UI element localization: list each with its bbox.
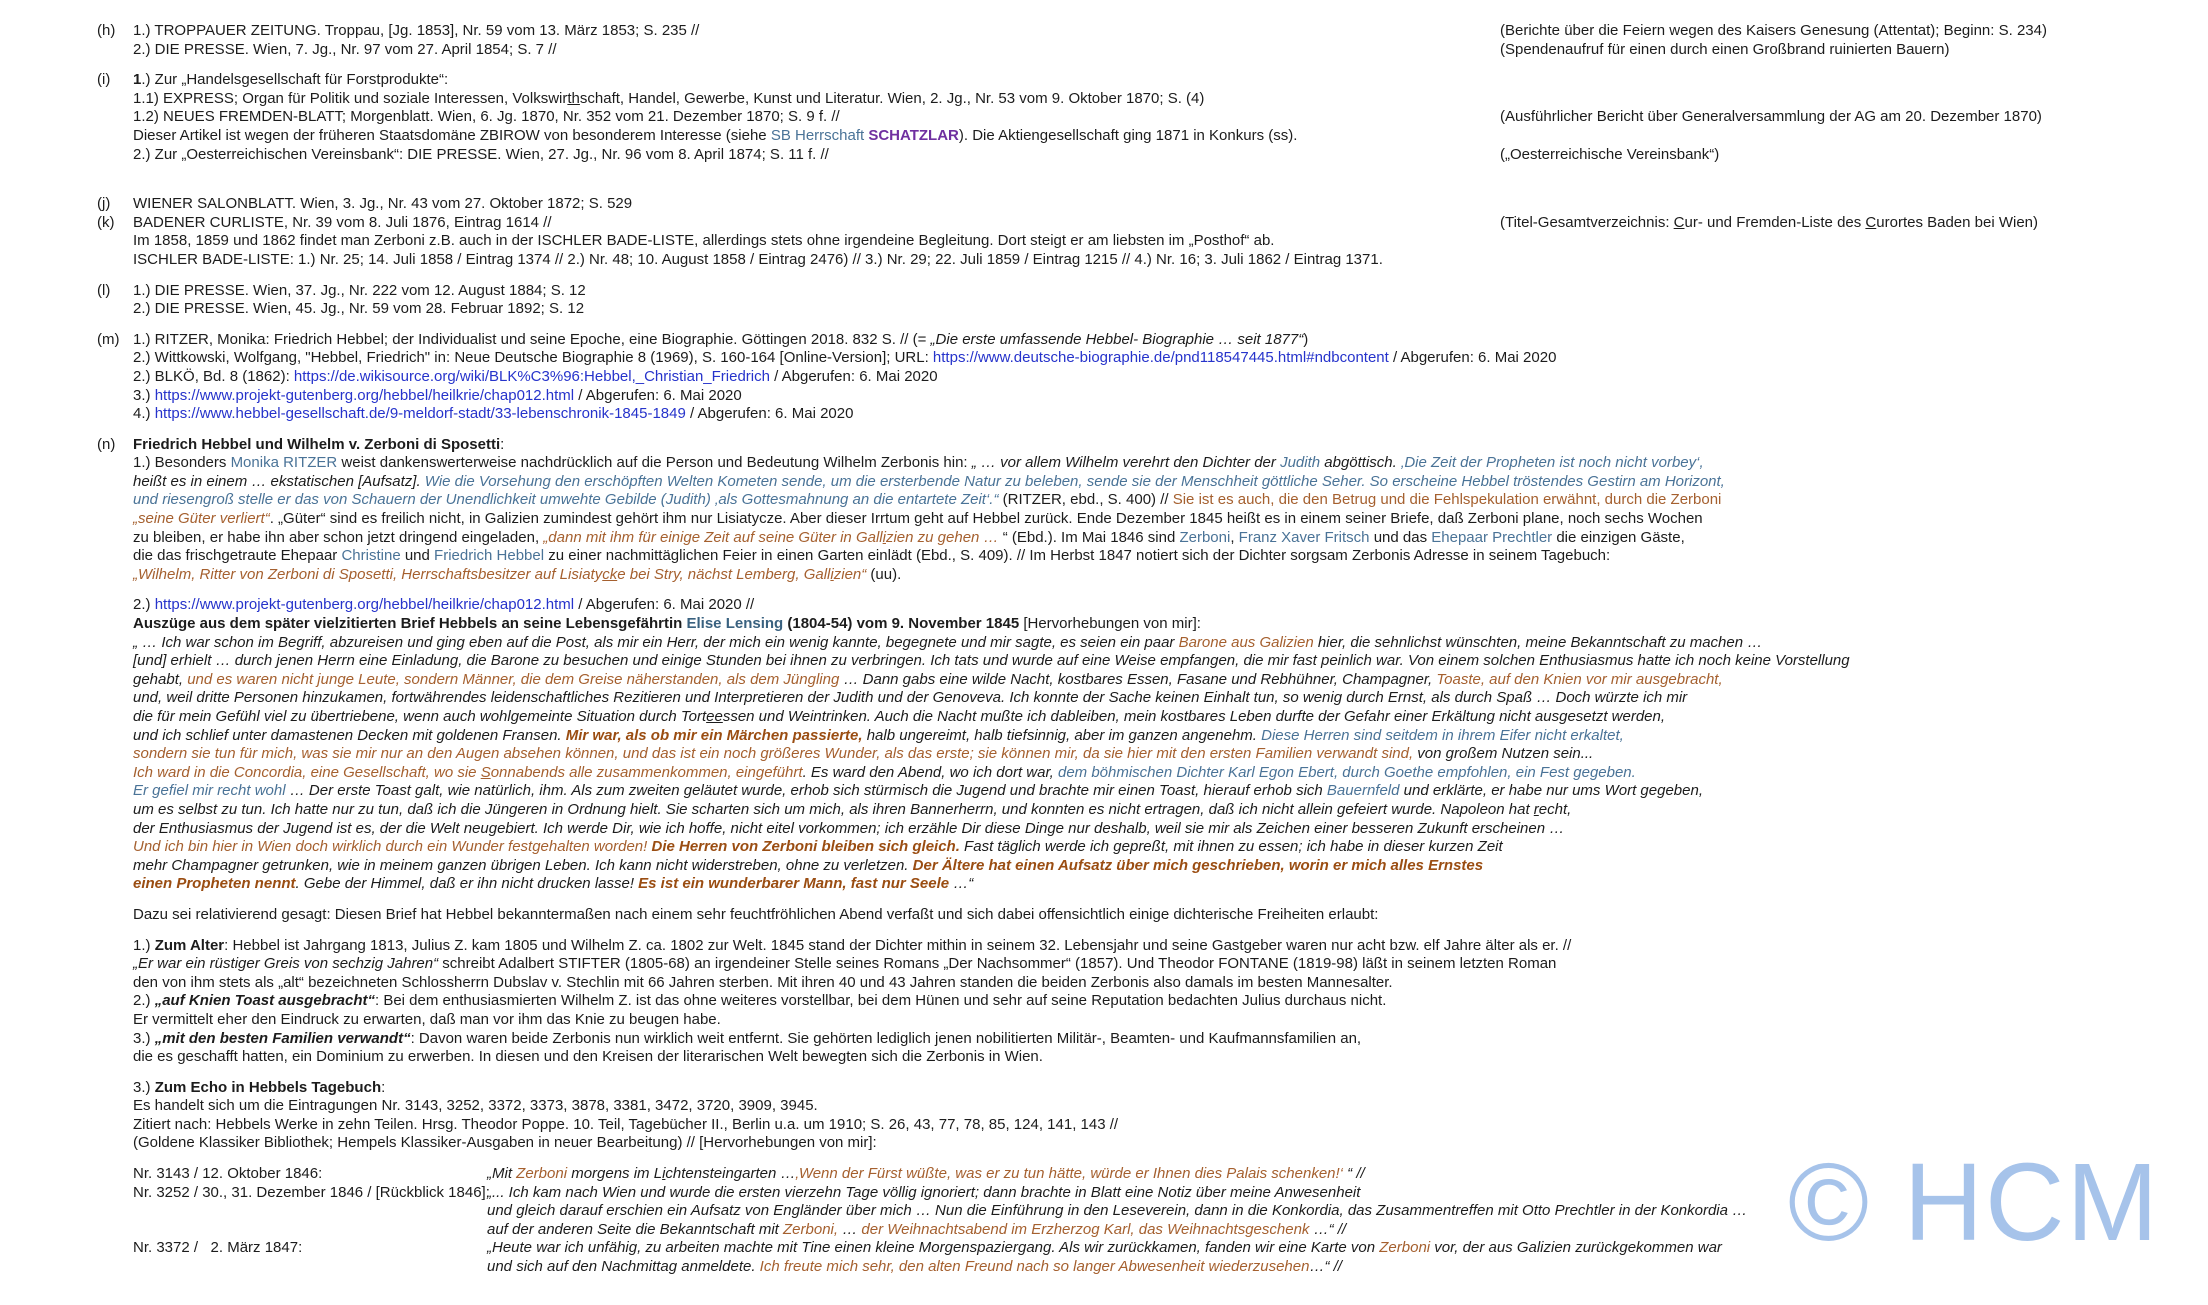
text-segment: einen Propheten nennt bbox=[133, 875, 296, 893]
margin-note bbox=[1500, 146, 1719, 165]
text-segment: und bbox=[400, 547, 435, 565]
text-segment: …“ bbox=[953, 875, 974, 893]
text-segment: schaft, Handel, Gewerbe, Kunst und Literatur. Wien, 2. Jg., Nr. 53 vom 9. Oktober 1870; S. (4) bbox=[579, 89, 1205, 107]
entry-marker bbox=[97, 1165, 133, 1277]
text-segment: heißt es in einem … ekstatischen [Aufsatz]. bbox=[133, 472, 425, 490]
text-segment: (1804-54) vom 9. November 1845 bbox=[783, 615, 1024, 633]
text-line bbox=[133, 108, 2042, 127]
text-segment: Friedrich Hebbel bbox=[434, 547, 545, 565]
text-segment: 1.) TROPPAUER ZEITUNG. Troppau, [Jg. 1853], Nr. 59 vom 13. März 1853; S. 235 // bbox=[133, 22, 700, 39]
margin-note bbox=[1500, 108, 2042, 127]
text-segment: chtensteingarten … bbox=[665, 1165, 796, 1183]
text-segment: ‚Die Zeit der Propheten ist noch nicht vorbey‘, bbox=[1400, 454, 1704, 472]
text-segment: 4.) bbox=[133, 405, 155, 423]
text-segment: SCHATZLAR bbox=[868, 126, 959, 144]
margin-note bbox=[1500, 22, 2047, 41]
text-segment: und es waren nicht junge Leute, sondern Männer, die dem Greise näherstanden, als dem Jüngling bbox=[187, 670, 840, 688]
text-segment: 3.) bbox=[133, 386, 155, 404]
text-line bbox=[133, 1165, 1747, 1184]
entry-marker: (m) bbox=[97, 330, 120, 348]
hyperlink[interactable]: https://www.hebbel-gesellschaft.de/9-meldorf-stadt/33-lebenschronik-1845-1849 bbox=[154, 405, 686, 423]
entry-date-label: Nr. 3143 / 12. Oktober 1846: bbox=[133, 1165, 323, 1183]
text-line bbox=[133, 1184, 1747, 1203]
text-line bbox=[133, 745, 1850, 764]
text-line bbox=[133, 566, 1725, 585]
entry-marker: (i) bbox=[97, 71, 111, 89]
text-line bbox=[133, 510, 1725, 529]
text-segment: 2.) BLKÖ, Bd. 8 (1862): bbox=[133, 367, 294, 385]
entry-marker: (k) bbox=[97, 213, 115, 231]
text-segment: weist dankenswerterweise nachdrücklich auf die Person und Bedeutung Wilhelm Zerbonis hin: bbox=[337, 454, 972, 472]
entry-date-label: Nr. 3252 / 30., 31. Dezember 1846 / [Rückblick 1846]: bbox=[133, 1183, 495, 1201]
text-segment: gehabt, bbox=[133, 670, 188, 688]
text-segment: die es geschafft hatten, ein Dominium zu erwerben. In diesen und den Kreisen der literarischen Welt bewegten sich die Zerbonis in Wien. bbox=[133, 1048, 1043, 1066]
text-line bbox=[133, 615, 1850, 634]
text-segment: … Dann gabs eine wilde Nacht, kostbares Essen, Fasane und Rebhühner, Champagner, bbox=[839, 670, 1437, 688]
hyperlink[interactable]: https://www.projekt-gutenberg.org/hebbel/heilkrie/chap012.html bbox=[154, 596, 575, 614]
text-segment: „... Ich kam nach Wien und wurde die ersten vierzehn Tage völlig ignoriert; dann brachte in Blatt eine Notiz über meine Anwesenheit bbox=[487, 1183, 1361, 1201]
entry-marker bbox=[97, 906, 133, 925]
text-segment: Mir war, als ob mir ein Märchen passierte, bbox=[565, 726, 863, 744]
document-entry bbox=[97, 195, 1850, 214]
text-line bbox=[133, 349, 1556, 368]
text-segment: 1.) RITZER, Monika: Friedrich Hebbel; der Individualist und seine Epoche, eine Biographie. Göttingen 2018. 832 S. // (= bbox=[133, 330, 931, 348]
text-segment: S bbox=[480, 763, 491, 781]
text-segment: Toaste, auf den Knien vor mir ausgebracht, bbox=[1436, 670, 1723, 688]
text-line bbox=[133, 71, 1297, 90]
text-segment: Wie die Vorsehung den erschöpften Welten Kometen sende, um die ersterbende Natur zu beleben, sende sie der Menschheit göttliche Seher. So erscheine Hebbel tröstendes Gestirn am Horizont, bbox=[424, 472, 1725, 490]
text-segment: . Es ward den Abend, wo ich dort war, bbox=[802, 763, 1058, 781]
text-segment: “ // bbox=[1347, 1165, 1365, 1183]
text-line bbox=[133, 596, 1850, 615]
text-line bbox=[133, 634, 1850, 653]
text-segment: Bauernfeld bbox=[1326, 782, 1400, 800]
text-segment: : bbox=[381, 1078, 386, 1096]
text-segment: ssen und Weintrinken. Auch die Nacht mußte ich dableiben, mein kostbares Leben durfte der Gefahr einer Erkältung nicht ausgesetzt werden, bbox=[722, 708, 1666, 725]
document-entry bbox=[97, 436, 1850, 585]
text-segment: 2.) Zur „Oesterreichischen Vereinsbank“: DIE PRESSE. Wien, 27. Jg., Nr. 96 vom 8. April 1874; S. 11 f. // bbox=[133, 145, 829, 163]
text-segment: sondern sie tun für mich, was sie mir nur an den Augen absehen können, und das ist ein noch größeres Wunder, als das erste; sie können mir, da sie hier mit den ersten Familien verwandt sind, bbox=[133, 745, 1414, 763]
text-segment: ). Die Aktiengesellschaft ging 1871 in Konkurs (ss). bbox=[958, 126, 1298, 144]
text-segment: Zerboni, bbox=[783, 1220, 839, 1238]
text-line bbox=[133, 992, 1571, 1011]
text-line bbox=[133, 454, 1725, 473]
text-segment: i bbox=[830, 565, 834, 583]
text-line bbox=[133, 955, 1571, 974]
text-line bbox=[133, 300, 586, 319]
text-line bbox=[133, 671, 1850, 690]
text-segment: und erklärte, er habe nur ums Wort gegeben, bbox=[1399, 782, 1703, 800]
text-segment: die einzigen Gäste, bbox=[1552, 528, 1685, 546]
text-segment: „Er war ein rüstiger Greis von sechzig Jahren“ bbox=[133, 955, 439, 973]
text-segment: ck bbox=[602, 565, 618, 583]
text-segment: WIENER SALONBLATT. Wien, 3. Jg., Nr. 43 vom 27. Oktober 1872; S. 529 bbox=[133, 195, 633, 213]
entry-marker: (h) bbox=[97, 22, 116, 39]
text-segment: ur- und Fremden-Liste des bbox=[1684, 213, 1866, 231]
text-segment: Ich ward in die Concordia, eine Gesellschaft, wo sie bbox=[133, 763, 481, 781]
text-line bbox=[133, 1097, 1118, 1116]
text-segment: 2.) bbox=[133, 992, 155, 1010]
entry-date-label: Nr. 3372 / 2. März 1847: bbox=[133, 1239, 303, 1257]
text-segment: (Goldene Klassiker Bibliothek; Hempels Klassiker-Ausgaben in neuer Bearbeitung) // [Hervorhebungen von mir]: bbox=[133, 1134, 877, 1152]
text-segment: „Wilhelm, Ritter von Zerboni di Sposetti, Herrschaftsbesitzer auf Lisiaty bbox=[133, 565, 603, 583]
text-segment: . Gebe der Himmel, daß er ihn nicht drucken lasse! bbox=[295, 875, 639, 893]
text-line bbox=[133, 1258, 1747, 1277]
text-segment: Dieser Artikel ist wegen der früheren Staatsdomäne ZBIROW von besonderem Interesse (siehe bbox=[133, 126, 771, 144]
text-segment: 2.) DIE PRESSE. Wien, 7. Jg., Nr. 97 vom 27. April 1854; S. 7 // bbox=[133, 40, 557, 58]
text-segment: Es handelt sich um die Eintragungen Nr. 3143, 3252, 3372, 3373, 3878, 3381, 3472, 3720, 3909, 3945. bbox=[133, 1097, 818, 1115]
text-line bbox=[133, 820, 1850, 839]
text-segment: Zum Echo in Hebbels Tagebuch bbox=[154, 1078, 382, 1096]
document-entry bbox=[97, 906, 1850, 925]
text-segment: (uu). bbox=[866, 565, 902, 583]
text-line bbox=[133, 782, 1850, 801]
text-segment: Fast täglich werde ich gepreßt, mit ihnen zu essen; ich habe in dieser kurzen Zeit bbox=[959, 838, 1503, 856]
text-line bbox=[133, 436, 1725, 455]
text-segment: und ich schlief unter damastenen Decken mit goldenen Fransen. bbox=[133, 726, 566, 744]
text-segment: vor, der aus Galizien zurückgekommen war bbox=[1430, 1239, 1722, 1257]
text-line bbox=[133, 145, 1720, 165]
text-segment: und riesengroß stelle er das von Schauern der Unendlichkeit umwehte Gebilde (Judith) ‚als Gottesmahnung an die entartete Zeit‘.“ bbox=[133, 491, 999, 509]
text-line bbox=[133, 1134, 1118, 1153]
text-line bbox=[133, 232, 1383, 251]
text-line bbox=[133, 1048, 1571, 1067]
text-segment: / Abgerufen: 6. Mai 2020 bbox=[769, 367, 938, 385]
text-segment: und das bbox=[1369, 528, 1432, 546]
text-segment: 2.) bbox=[133, 596, 155, 614]
text-line bbox=[133, 764, 1850, 783]
text-segment: / Abgerufen: 6. Mai 2020 // bbox=[574, 596, 755, 614]
text-segment: [und] erhielt … durch jenen Herrn eine Einladung, die Barone zu besuchen und einige Stunden bei ihnen zu verbringen. Ich tats und wurde auf eine Weise empfangen, die mir fast peinlich war. Von einem solchen Enthusiasmus hatte ich noch keine Vorstellung bbox=[133, 652, 1850, 670]
text-line bbox=[133, 251, 1383, 270]
text-segment: „auf Knien Toast ausgebracht“ bbox=[154, 992, 375, 1010]
margin-note bbox=[1500, 41, 1949, 60]
text-line bbox=[133, 387, 1556, 406]
text-segment: Barone aus Galizien bbox=[1178, 633, 1314, 651]
text-segment: .) Zur „Handelsgesellschaft für Forstprodukte“: bbox=[141, 71, 449, 89]
text-segment: die für mein Gefühl viel zu übertriebene, wenn auch wohlgemeinte Situation durch Tort bbox=[133, 708, 707, 725]
text-segment: Ich freute mich sehr, den alten Freund nach so langer Abwesenheit wiederzusehen bbox=[759, 1258, 1310, 1276]
text-segment: zien“ bbox=[833, 565, 867, 583]
text-line bbox=[133, 1011, 1571, 1030]
text-line bbox=[133, 1239, 1747, 1258]
text-line bbox=[133, 727, 1850, 746]
text-segment: ‚Wenn der Fürst wüßte, was er zu tun hätte, würde er Ihnen dies Palais schenken!‘ bbox=[795, 1165, 1348, 1183]
text-segment: (Spendenaufruf für einen durch einen Großbrand ruinierten Bauern) bbox=[1500, 40, 1950, 58]
text-segment: / Abgerufen: 6. Mai 2020 bbox=[1388, 349, 1557, 367]
document-entry bbox=[97, 331, 1850, 424]
text-segment: Dazu sei relativierend gesagt: Diesen Brief hat Hebbel bekanntermaßen nach einem sehr feuchtfröhlichen Abend verfaßt und sich dabei offensichtlich einige dichterische Freiheiten erlaubt: bbox=[133, 905, 1379, 923]
text-segment: urortes Baden bei Wien) bbox=[1876, 213, 2039, 231]
text-line bbox=[133, 1030, 1571, 1049]
text-segment: ee bbox=[706, 708, 723, 725]
text-segment: morgens im L bbox=[567, 1165, 663, 1183]
text-segment: auf der anderen Seite die Bekanntschaft mit bbox=[487, 1220, 784, 1238]
text-segment: hier, die sehnlichst wünschten, meine Bekanntschaft zu machen … bbox=[1313, 633, 1763, 651]
document-entry bbox=[97, 213, 2039, 270]
text-line bbox=[133, 875, 1850, 894]
text-segment: C bbox=[1865, 213, 1877, 231]
text-segment: 1.) DIE PRESSE. Wien, 37. Jg., Nr. 222 vom 12. August 1884; S. 12 bbox=[133, 281, 586, 299]
text-segment: 1.) Besonders bbox=[133, 454, 231, 472]
text-line bbox=[133, 213, 2039, 233]
entry-marker: (l) bbox=[97, 281, 111, 299]
text-segment: Zerboni bbox=[1179, 528, 1231, 546]
text-segment: zu bleiben, er habe ihn aber schon jetzt dringend eingeladen, bbox=[133, 528, 544, 546]
text-line bbox=[133, 937, 1571, 956]
text-line bbox=[133, 491, 1725, 510]
text-line bbox=[133, 857, 1850, 876]
text-segment: 2.) DIE PRESSE. Wien, 45. Jg., Nr. 59 vom 28. Februar 1892; S. 12 bbox=[133, 300, 585, 318]
text-line bbox=[133, 195, 632, 214]
text-segment: Die Herren von Zerboni bleiben sich gleich. bbox=[651, 838, 960, 856]
text-line bbox=[133, 1221, 1747, 1240]
text-segment: Zum Alter bbox=[154, 936, 225, 954]
text-segment: : Bei dem enthusiasmierten Wilhelm Z. ist das ohne weiteres vorstellbar, bei dem Hünen und sehr auf seine Reputation bedachten Julius durchaus nicht. bbox=[375, 992, 1387, 1010]
text-segment: 1.) bbox=[133, 936, 155, 954]
text-line bbox=[133, 974, 1571, 993]
text-line bbox=[133, 90, 1297, 109]
text-segment: 3.) bbox=[133, 1078, 155, 1096]
document-entry bbox=[97, 1165, 1850, 1277]
document-entry bbox=[97, 596, 1850, 894]
text-segment: Zitiert nach: Hebbels Werke in zehn Teilen. Hrsg. Theodor Poppe. 10. Teil, Tagebücher II., Berlin u.a. um 1910; S. 26, 43, 77, 78, 85, 124, 141, 143 // bbox=[133, 1115, 1119, 1133]
text-segment: 3.) bbox=[133, 1029, 155, 1047]
text-line bbox=[133, 405, 1556, 424]
text-segment: ISCHLER BADE-LISTE: 1.) Nr. 25; 14. Juli 1858 / Eintrag 1374 // 2.) Nr. 48; 10. August 1858 / Eintrag 2476) // 3.) Nr. 29; 22. Juli 1859 / Eintrag 1215 // 4.) Nr. 16; 3. Juli 1862 / Eintrag 1371. bbox=[133, 250, 1383, 268]
text-line bbox=[133, 368, 1556, 387]
text-segment: und gleich darauf erschien ein Aufsatz von Engländer über mich … Nun die Einführung in den Leseverein, dann in die Konkordia, das Zusammentreffen mit Otto Prechtler in der Konkordia … bbox=[487, 1202, 1748, 1220]
text-segment: „ … vor allem Wilhelm verehrt den Dichter der bbox=[971, 454, 1281, 472]
text-segment: die das frischgetraute Ehepaar bbox=[133, 547, 342, 565]
text-segment: zien zu gehen … bbox=[885, 528, 999, 546]
text-line bbox=[133, 282, 586, 301]
text-segment: abgöttisch. bbox=[1320, 454, 1401, 472]
text-segment: Franz Xaver Fritsch bbox=[1238, 528, 1370, 546]
text-segment: : bbox=[500, 435, 505, 453]
document-entry bbox=[97, 22, 2047, 59]
text-segment: Elise Lensing bbox=[686, 615, 784, 633]
text-segment: : Davon waren beide Zerbonis nun wirklich weit entfernt. Sie gehörten lediglich jenen nobilitierten Militär-, Beamten- und Kaufmannsfamilien an, bbox=[410, 1029, 1362, 1047]
entry-marker bbox=[97, 596, 133, 894]
text-segment: Friedrich Hebbel und Wilhelm v. Zerboni di Sposetti bbox=[133, 435, 501, 453]
text-segment: Er gefiel mir recht wohl bbox=[133, 782, 286, 800]
document-entry bbox=[97, 937, 1850, 1067]
text-segment: [Hervorhebungen von mir]: bbox=[1023, 615, 1201, 633]
text-segment: zu einer nachmittäglichen Feier in einen Garten einlädt (Ebd., S. 409). // Im Herbst 1847 notiert sich der Dichter sorgsam Zerbonis Adresse in seinem Tagebuch: bbox=[544, 547, 1611, 565]
text-segment: ) bbox=[1303, 330, 1309, 348]
text-segment: Christine bbox=[341, 547, 401, 565]
text-segment: Im 1858, 1859 und 1862 findet man Zerboni z.B. auch in der ISCHLER BADE-LISTE, allerdings stets ohne irgendeine Begleitung. Dort steigt er am liebsten im „Posthof“ ab. bbox=[133, 232, 1275, 250]
entry-marker bbox=[97, 1079, 133, 1153]
text-segment: „Heute war ich unfähig, zu arbeiten machte mit Tine einen kleine Morgenspaziergang. Als wir zurückkamen, fanden wir eine Karte von bbox=[487, 1239, 1380, 1257]
text-segment: halb ungereimt, halb tiefsinnig, aber im ganzen angenehm. bbox=[862, 726, 1262, 744]
text-segment: i bbox=[882, 528, 886, 546]
entry-marker bbox=[97, 937, 133, 1067]
text-segment: Es ist ein wunderbarer Mann, fast nur Seele bbox=[638, 875, 954, 893]
text-segment: Judith bbox=[1280, 454, 1321, 472]
text-segment: … bbox=[838, 1220, 862, 1238]
text-line bbox=[133, 473, 1725, 492]
text-segment: … Der erste Toast galt, wie natürlich, ihm. Als zum zweiten geläutet wurde, erhob sich stürmisch die Jugend und brachte mir einen Toast, hierauf erhob sich bbox=[285, 782, 1327, 800]
text-segment: „Die erste umfassende Hebbel- Biographie … seit 1877“ bbox=[930, 330, 1304, 348]
text-segment: und, weil dritte Personen hinzukamen, fortwährendes leidenschaftliches Rezitieren und Interpretieren der Judith und der Genoveva. Ich konnte der Sache keinen Einhalt tun, so wenig durch Ernst, als durch Spaß … Doch würzte ich mir bbox=[133, 689, 1688, 707]
entry-marker: (j) bbox=[97, 195, 111, 213]
text-line bbox=[133, 906, 1378, 925]
text-segment: Ehepaar Prechtler bbox=[1431, 528, 1553, 546]
document-entry bbox=[97, 282, 1850, 319]
text-segment: BADENER CURLISTE, Nr. 39 vom 8. Juli 1876, Eintrag 1614 // bbox=[133, 213, 552, 231]
text-line bbox=[133, 1079, 1118, 1098]
text-segment: . „Güter“ sind es freilich nicht, in Galizien zumindest gehört ihm nur Lisiatycze. Aber dieser Irrtum geht auf Hebbel zurück. Ende Dezember 1845 heißt es in einem seiner Briefe, daß Zerboni plane, noch sechs Wochen bbox=[269, 510, 1703, 528]
text-segment: mehr Champagner getrunken, wie in meinem ganzen übrigen Leben. Ich kann nicht widerstreben, ohne zu verletzen. bbox=[133, 856, 913, 874]
text-line bbox=[133, 689, 1850, 708]
text-line bbox=[133, 127, 1297, 146]
text-segment: (Titel-Gesamtverzeichnis: bbox=[1500, 213, 1674, 231]
text-segment: „seine Güter verliert“ bbox=[133, 510, 270, 528]
text-segment: “ (Ebd.). Im Mai 1846 sind bbox=[998, 528, 1180, 546]
text-segment: onnabends alle zusammenkommen, eingeführt bbox=[490, 763, 803, 781]
text-segment: Und ich bin hier in Wien doch wirklich durch ein Wunder festgehalten worden! bbox=[133, 838, 648, 856]
text-segment: echt, bbox=[1538, 800, 1572, 818]
text-segment: („Oesterreichische Vereinsbank“) bbox=[1500, 145, 1720, 163]
text-segment: th bbox=[567, 89, 580, 107]
text-segment: der Enthusiasmus der Jugend ist es, der die Welt neugebiert. Ich werde Dir, wie ich hoffe, nicht eitel vorkommen; ich erzähle Dir diese Dinge nur deshalb, weil sie mir als Zeichen einer besseren Zukunft erscheinen … bbox=[133, 819, 1565, 837]
text-segment: und sich auf den Nachmittag anmeldete. bbox=[487, 1258, 760, 1276]
text-segment: Monika RITZER bbox=[230, 454, 338, 472]
text-segment: (Ausführlicher Bericht über Generalversammlung der AG am 20. Dezember 1870) bbox=[1500, 108, 2042, 126]
hyperlink[interactable]: https://www.projekt-gutenberg.org/hebbel/heilkrie/chap012.html bbox=[154, 386, 575, 404]
text-line bbox=[133, 22, 2047, 41]
text-segment: e bei Stry, nächst Lemberg, Gall bbox=[617, 565, 831, 583]
text-segment: von großem Nutzen sein... bbox=[1413, 745, 1594, 763]
text-segment: 2.) Wittkowski, Wolfgang, "Hebbel, Friedrich" in: Neue Deutsche Biographie 8 (1969), S. 160-164 [Online-Version]; URL: bbox=[133, 349, 933, 367]
text-line bbox=[133, 838, 1850, 857]
text-line bbox=[133, 40, 1950, 60]
text-segment: „ … Ich war schon im Begriff, abzureisen und ging eben auf die Post, als mir ein Herr, der mich ein wenig kannte, begegnete und mir sagte, es seien ein paar bbox=[133, 633, 1179, 651]
text-line bbox=[133, 331, 1556, 350]
text-segment: Zerboni bbox=[516, 1165, 568, 1183]
text-segment: …“ // bbox=[1313, 1220, 1347, 1238]
watermark: © HCM bbox=[1788, 1141, 2161, 1264]
text-segment: dem böhmischen Dichter Karl Egon Ebert, durch Goethe empfohlen, ein Fest gegeben. bbox=[1057, 763, 1636, 781]
text-segment: 1.1) EXPRESS; Organ für Politik und soziale Interessen, Volkswir bbox=[133, 89, 568, 107]
text-segment: C bbox=[1673, 213, 1685, 231]
text-segment: um es selbst zu tun. Ich hatte nur zu tun, daß ich die Jüngeren in Ordnung hielt. Sie scharten sich um mich, als ihren Bannerherrn, und konnten es nicht ertragen, daß ich nicht allein gefeiert wurde. Napoleon hat bbox=[133, 800, 1534, 818]
text-segment: „dann mit ihm für einige Zeit auf seine Güter in Gall bbox=[543, 528, 883, 546]
text-segment: 1 bbox=[133, 71, 142, 89]
text-segment: Er vermittelt eher den Eindruck zu erwarten, daß man vor ihm das Knie zu beugen habe. bbox=[133, 1010, 721, 1028]
text-segment: Der Ältere hat einen Aufsatz über mich geschrieben, worin er mich alles Ernstes bbox=[912, 856, 1484, 874]
text-segment: : Hebbel ist Jahrgang 1813, Julius Z. kam 1805 und Wilhelm Z. ca. 1802 zur Welt. 1845 stand der Dichter mithin in seinem 32. Lebensjahr und seine Gastgeber waren nur acht bzw. elf Jahre älter als er. // bbox=[224, 936, 1572, 954]
text-line bbox=[133, 529, 1725, 548]
hyperlink[interactable]: https://de.wikisource.org/wiki/BLK%C3%96:Hebbel,_Christian_Friedrich bbox=[293, 367, 770, 385]
text-segment: Auszüge aus dem später vielzitierten Brief Hebbels an seine Lebensgefährtin bbox=[133, 615, 687, 633]
text-line bbox=[133, 801, 1850, 820]
text-segment: (RITZER, ebd., S. 400) // bbox=[998, 491, 1173, 509]
hyperlink[interactable]: https://www.deutsche-biographie.de/pnd118547445.html#ndbcontent bbox=[932, 349, 1389, 367]
text-segment: „Mit bbox=[487, 1165, 517, 1183]
text-segment: …“ // bbox=[1309, 1258, 1342, 1276]
text-segment: r bbox=[1533, 800, 1539, 818]
text-segment: Sie ist es auch, die den Betrug und die Fehlspekulation erwähnt, durch die Zerboni bbox=[1172, 491, 1722, 509]
entry-marker: (n) bbox=[97, 435, 116, 453]
margin-note bbox=[1500, 214, 2038, 233]
document-entry bbox=[97, 1079, 1850, 1153]
text-line bbox=[133, 547, 1725, 566]
text-segment: Diese Herren sind seitdem in ihrem Eifer nicht erkaltet, bbox=[1261, 726, 1624, 744]
text-segment: i bbox=[662, 1165, 666, 1183]
text-line bbox=[133, 708, 1850, 727]
text-line bbox=[133, 1202, 1747, 1221]
text-segment: Zerboni bbox=[1379, 1239, 1431, 1257]
text-line bbox=[133, 652, 1850, 671]
text-segment: / Abgerufen: 6. Mai 2020 bbox=[574, 386, 742, 404]
text-segment: den von ihm stets als „alt“ bezeichneten Schlossherrn Dubslav v. Stechlin mit 66 Jahren sterben. Mit ihren 40 und 43 Jahren standen die beiden Zerbonis also damals im besten Mannesalter. bbox=[133, 973, 1393, 991]
text-segment: SB Herrschaft bbox=[770, 126, 869, 144]
text-segment: / Abgerufen: 6. Mai 2020 bbox=[685, 405, 854, 423]
document-entry bbox=[97, 71, 2042, 164]
text-segment: schreibt Adalbert STIFTER (1805-68) an irgendeiner Stelle seines Romans „Der Nachsommer“ (1857). Und Theodor FONTANE (1819-98) läßt in seinem letzten Roman bbox=[438, 955, 1557, 973]
text-segment: „mit den besten Familien verwandt“ bbox=[154, 1029, 411, 1047]
text-segment: 1.2) NEUES FREMDEN-BLATT; Morgenblatt. Wien, 6. Jg. 1870, Nr. 352 vom 21. Dezember 1870; S. 9 f. // bbox=[133, 108, 840, 126]
text-segment: (Berichte über die Feiern wegen des Kaisers Genesung (Attentat); Beginn: S. 234) bbox=[1500, 22, 2047, 39]
text-line bbox=[133, 1116, 1118, 1135]
text-segment: , bbox=[1230, 528, 1239, 546]
text-segment: der Weihnachtsabend im Erzherzog Karl, das Weihnachtsgeschenk bbox=[861, 1220, 1314, 1238]
